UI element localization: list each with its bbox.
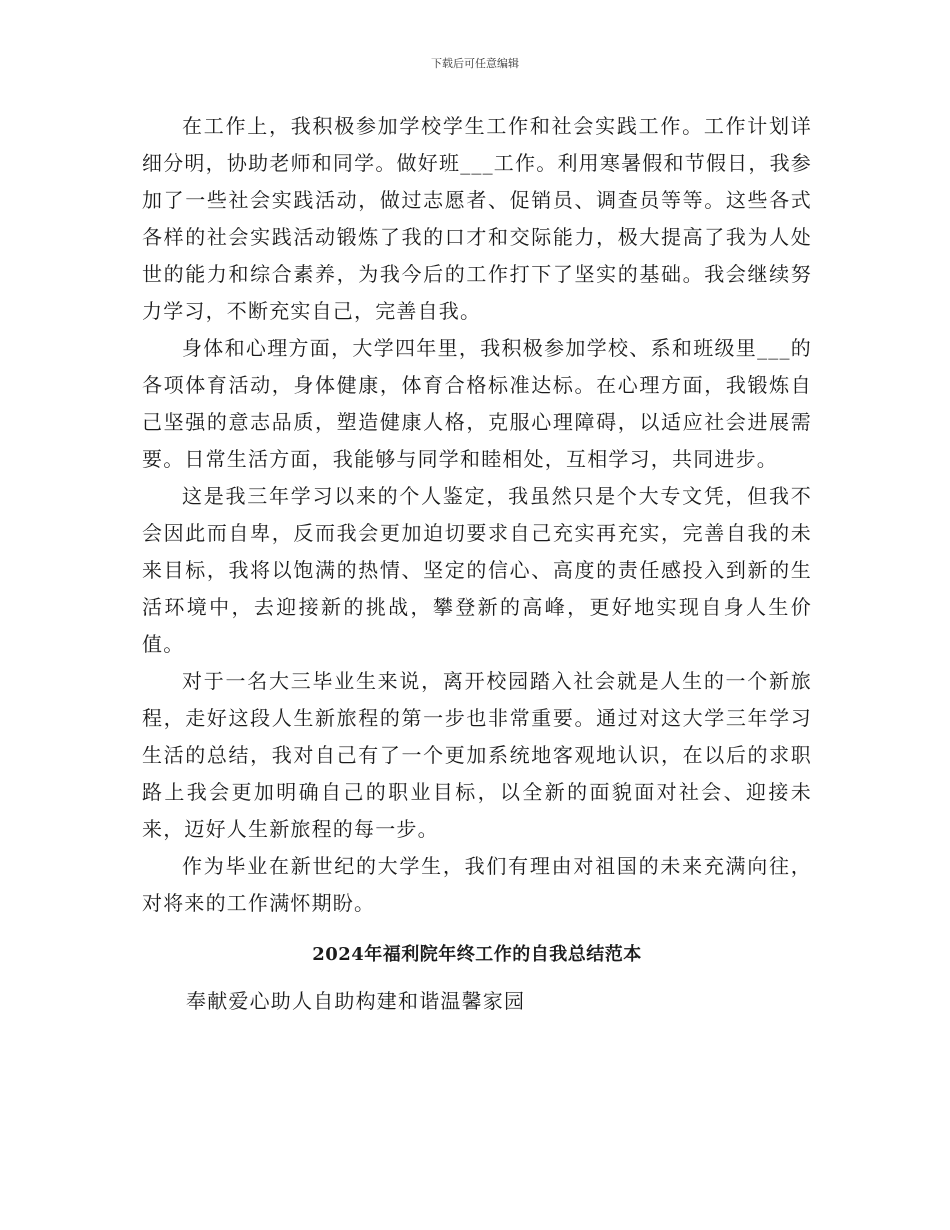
paragraph-work: 在工作上，我积极参加学校学生工作和社会实践工作。工作计划详细分明，协助老师和同学。做好班___工作。利用寒暑假和节假日，我参加了一些社会实践活动，做过志愿者、促销员、调查员等等。这些各式各样的社会实践活动锻炼了我的口才和交际能力，极大提高了我为人处世的能力和综合素养，为我今后的工作打下了坚实的基础。我会继续努力学习，不断充实自己，完善自我。 [142, 114, 812, 323]
section-title: 2024年福利院年终工作的自我总结范本 [312, 944, 642, 965]
paragraph-graduation: 对于一名大三毕业生来说，离开校园踏入社会就是人生的一个新旅程，走好这段人生新旅程的第一步也非常重要。通过对这大学三年学习生活的总结，我对自己有了一个更加系统地客观地认识，在以后的求职路上我会更加明确自己的职业目标，以全新的面貌面对社会、迎接未来，迈好人生新旅程的每一步。 [142, 669, 812, 841]
document-body [142, 108, 812, 1024]
paragraph-future: 作为毕业在新世纪的大学生，我们有理由对祖国的未来充满向往，对将来的工作满怀期盼。 [142, 854, 812, 915]
header-note: 下载后可任意编辑 [431, 57, 519, 70]
section-subtitle: 奉献爱心助人自助构建和谐温馨家园 [186, 989, 526, 1013]
paragraph-health: 身体和心理方面，大学四年里，我积极参加学校、系和班级里___的各项体育活动，身体健康，体育合格标准达标。在心理方面，我锻炼自己坚强的意志品质，塑造健康人格，克服心理障碍，以适应社会进展需要。日常生活方面，我能够与同学和睦相处，互相学习，共同进步。 [142, 336, 812, 471]
paragraph-appraisal: 这是我三年学习以来的个人鉴定，我虽然只是个大专文凭，但我不会因此而自卑，反而我会更加迫切要求自己充实再充实，完善自我的未来目标，我将以饱满的热情、坚定的信心、高度的责任感投入到新的生活环境中，去迎接新的挑战，攀登新的高峰，更好地实现自身人生价值。 [142, 484, 812, 656]
